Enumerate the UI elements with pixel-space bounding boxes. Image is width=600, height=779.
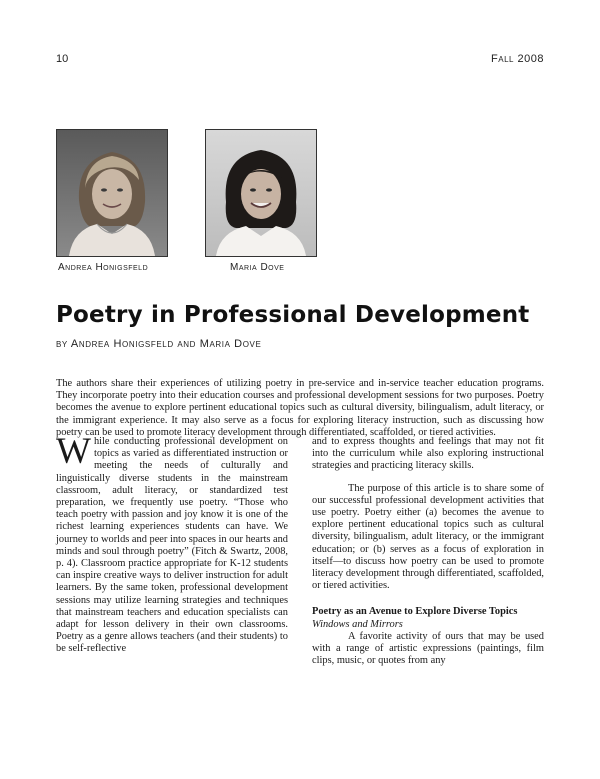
photo-caption-2: Maria Dove bbox=[230, 262, 285, 273]
author-photo-2 bbox=[205, 129, 317, 257]
left-column bbox=[56, 431, 288, 656]
purpose-paragraph: The purpose of this article is to share some of our successful professional development activities that use poetry. Poetry either (a) becomes the avenue to explore pertinent educational topics such as cultural diversity, bilingualism, adult literacy, or the immigrant education; or (b) serves as a focus of exploration in itself—to discuss how poetry can be used to promote literacy development through differentiated, scaffolded, or tiered activities. bbox=[312, 482, 544, 592]
article-title: Poetry in Professional Development bbox=[56, 302, 530, 328]
continuation-paragraph: and to express thoughts and feelings that may not fit into the curriculum while also exploring instructional strategies and practicing literacy skills. bbox=[312, 436, 544, 472]
intro-paragraph bbox=[56, 431, 288, 656]
drop-cap: W bbox=[56, 431, 91, 472]
section-subheading: Windows and Mirrors bbox=[312, 618, 403, 630]
section-heading: Poetry as an Avenue to Explore Diverse Topics bbox=[312, 606, 518, 618]
author-photo-1 bbox=[56, 129, 168, 257]
issue-label: Fall 2008 bbox=[491, 53, 544, 65]
section-paragraph: A favorite activity of ours that may be used with a range of artistic expressions (paintings, film clips, music, or quotes from any bbox=[312, 630, 544, 667]
page-number: 10 bbox=[56, 53, 69, 65]
article-abstract: The authors share their experiences of utilizing poetry in pre-service and in-service teacher education programs. They incorporate poetry into their education courses and professional development sessions for two purposes. Poetry becomes the avenue to explore pertinent educational topics such as cultural diversity, bilingualism, adult literacy, or the immigrant experience. It may also serve as a focus for exploring literacy instruction, such as discussing how poetry can be used to promote literacy development through differentiated, scaffolded, or tiered activities. bbox=[56, 378, 544, 438]
article-byline: by Andrea Honigsfeld and Maria Dove bbox=[56, 338, 262, 350]
intro-paragraph-text: hile conducting professional development on topics as varied as differentiated instruction or meeting the needs of culturally and linguistically diverse students in the mainstream classroom, adult literacy, or standardized test preparation, we frequently use poetry. “Those who teach poetry with passion and joy know it is one of the richest learning experiences students can have. We journey to worlds and peer into spaces in our hearts and minds and soul through poetry” (Fitch & Swartz, 2008, p. 4). Classroom practice appropriate for K-12 students can inspire creative ways to deliver instruction for adult learners. By the same token, professional development sessions may utilize learning strategies and techniques that mainstream teachers and education specialists can adapt for lesson delivery in their own classrooms. Poetry as a genre allows teachers (and their students) to be self-reflective bbox=[56, 436, 288, 655]
photo-caption-1: Andrea Honigsfeld bbox=[58, 262, 149, 273]
right-column bbox=[312, 436, 544, 667]
